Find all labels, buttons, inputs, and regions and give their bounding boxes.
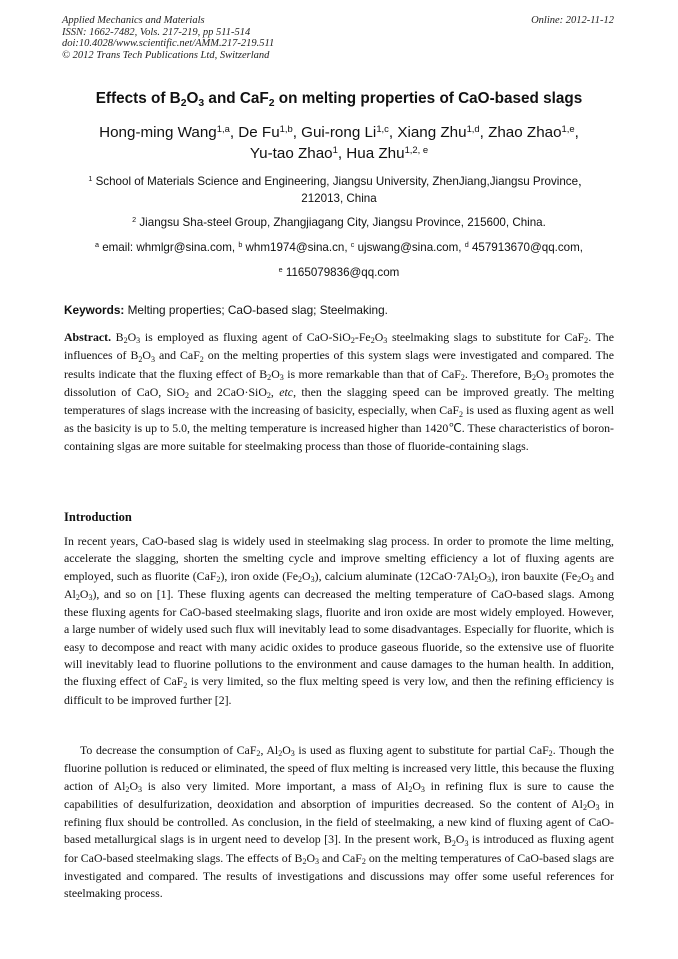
journal-copyright: © 2012 Trans Tech Publications Ltd, Switzerland — [62, 49, 270, 61]
abstract-label: Abstract. — [64, 330, 112, 344]
introduction-paragraph-1: In recent years, CaO-based slag is widely used in steelmaking slag process. In order to promote the lime melting, accelerate the slagging, shorten the smelting cycle and improve smelting efficiency a lot of fluxing agents are employed, such as fluorite (CaF$_2$), iron oxide $(Fe_2O_3)$, calcium aluminate $(12CaO\cdot 7Al_2O_3)$, iron bauxite ($Fe_2O_3$ and $Al_2O_3$), and so on [1]. These fluxing agents can decreased the melting temperature of CaO-based slags. Among these fluxing agents for CaO-based steelmaking slags, fluorite and iron oxide are most widely employed. However, a large number of widely used such flux will inevitably lead to some disadvantages. Especially for fluorite, which is easy to decompose and react with many acidic oxides to produce gaseous fluoride, so the extensive use of fluorite will inevitably lead to fluorine pollutions to the environment and cause damages to the human health. In addition, the fluxing effect of CaF$_2$ is very limited, so the flux melting speed is very low, and then the refining efficiency is difficult to be improved further [2]. — [64, 534, 615, 707]
journal-issn: ISSN: 1662-7482, Vols. 217-219, pp 511-514 — [62, 26, 251, 38]
journal-header — [62, 15, 274, 61]
affiliation-2: $^2$ Jiangsu Sha-steel Group, Zhangjiagang City, Jiangsu Province, 215600, China. — [132, 215, 546, 229]
author-emails-cont: $^e$ 1165079836@qq.com — [278, 265, 400, 279]
author-list-line-1: Hong-ming Wang$^{1,a}$, De Fu$^{1,b}$, Gui-rong Li$^{1,c}$, Xiang Zhu$^{1,d}$, Zhao Zhao$^{1,e}$, — [99, 122, 579, 141]
affiliation-1: $^1$ School of Materials Science and Engineering, Jiangsu University, ZhenJiang,Jiangsu Province， — [88, 174, 590, 188]
journal-doi[interactable]: doi:10.4028/www.scientific.net/AMM.217-219.511 — [62, 38, 275, 49]
author-emails: $^a$ email: whmlgr@sina.com, $^b$ whm1974@sina.cn, $^c$ ujswang@sina.com, $^d$ 457913670@qq.com, — [94, 240, 583, 254]
section-heading-introduction: Introduction — [64, 510, 132, 524]
affiliation-1-cont: 212013, China — [301, 192, 377, 205]
paper-title: Effects of $B_2O_3$ and CaF$_2$ on melting properties of CaO-based slags — [95, 90, 583, 110]
abstract: Abstract. $B_2O_3$ is employed as fluxing agent of CaO-$SiO_2-Fe_2O_3$ steelmaking slags to substitute for CaF$_2$. The influences of $B_2O_3$ and CaF$_2$ on the melting properties of this system slags were investigated and compared. The results indicate that the fluxing effect of $B_2O_3$ is more remarkable than that of CaF$_2$. Therefore, $B_2O_3$ promotes the dissolution of CaO, SiO$_2$ and 2CaO·SiO$_2$, etc, then the slagging speed can be improved greatly. The melting temperatures of slags increase with the increasing of basicity, especially, when CaF$_2$ is used as fluxing agent as well as the basicity is up to 5.0, the melting temperature is increased higher than 1420℃. These characteristics of boron-containing slgas are more suitable for steelmaking process than those of fluoride-containing slags. — [64, 330, 615, 453]
introduction-paragraph-2: To decrease the consumption of CaF$_2$, $Al_2O_3$ is used as fluxing agent to substitute for partial CaF$_2$. Though the fluorine pollution is reduced or eliminated, the speed of flux melting is increased very little, this because the fluxing action of $Al_2O_3$ is also very limited. More important, a mass of $Al_2O_3$ in refining flux is sure to cause the capabilities of desulfurization, deoxidation and absorption of impurities decreased. So the content of $Al_2O_3$ in refining flux should be controlled. As conclusion, in the field of steelmaking, a new kind of fluxing agent of CaO-based metallurgical slags is in urgent need to develop [3]. In the present work, $B_2O_3$ is introduced as fluxing agent for CaO-based steelmaking slags. The effects of $B_2O_3$ and CaF$_2$ on the melting temperatures of CaO-based slags are investigated and compared. The results of investigations and discussions may offer some useful references for steelmaking process. — [64, 743, 615, 901]
keywords: Keywords: Melting properties; CaO-based slag; Steelmaking. — [64, 303, 388, 317]
online-date: Online: 2012-11-12 — [531, 15, 614, 26]
author-list-line-2: Yu-tao Zhao$^1$, Hua Zhu$^{1,2, e}$ — [249, 143, 429, 162]
keywords-label: Keywords: — [64, 303, 125, 317]
journal-name: Applied Mechanics and Materials — [62, 15, 205, 26]
